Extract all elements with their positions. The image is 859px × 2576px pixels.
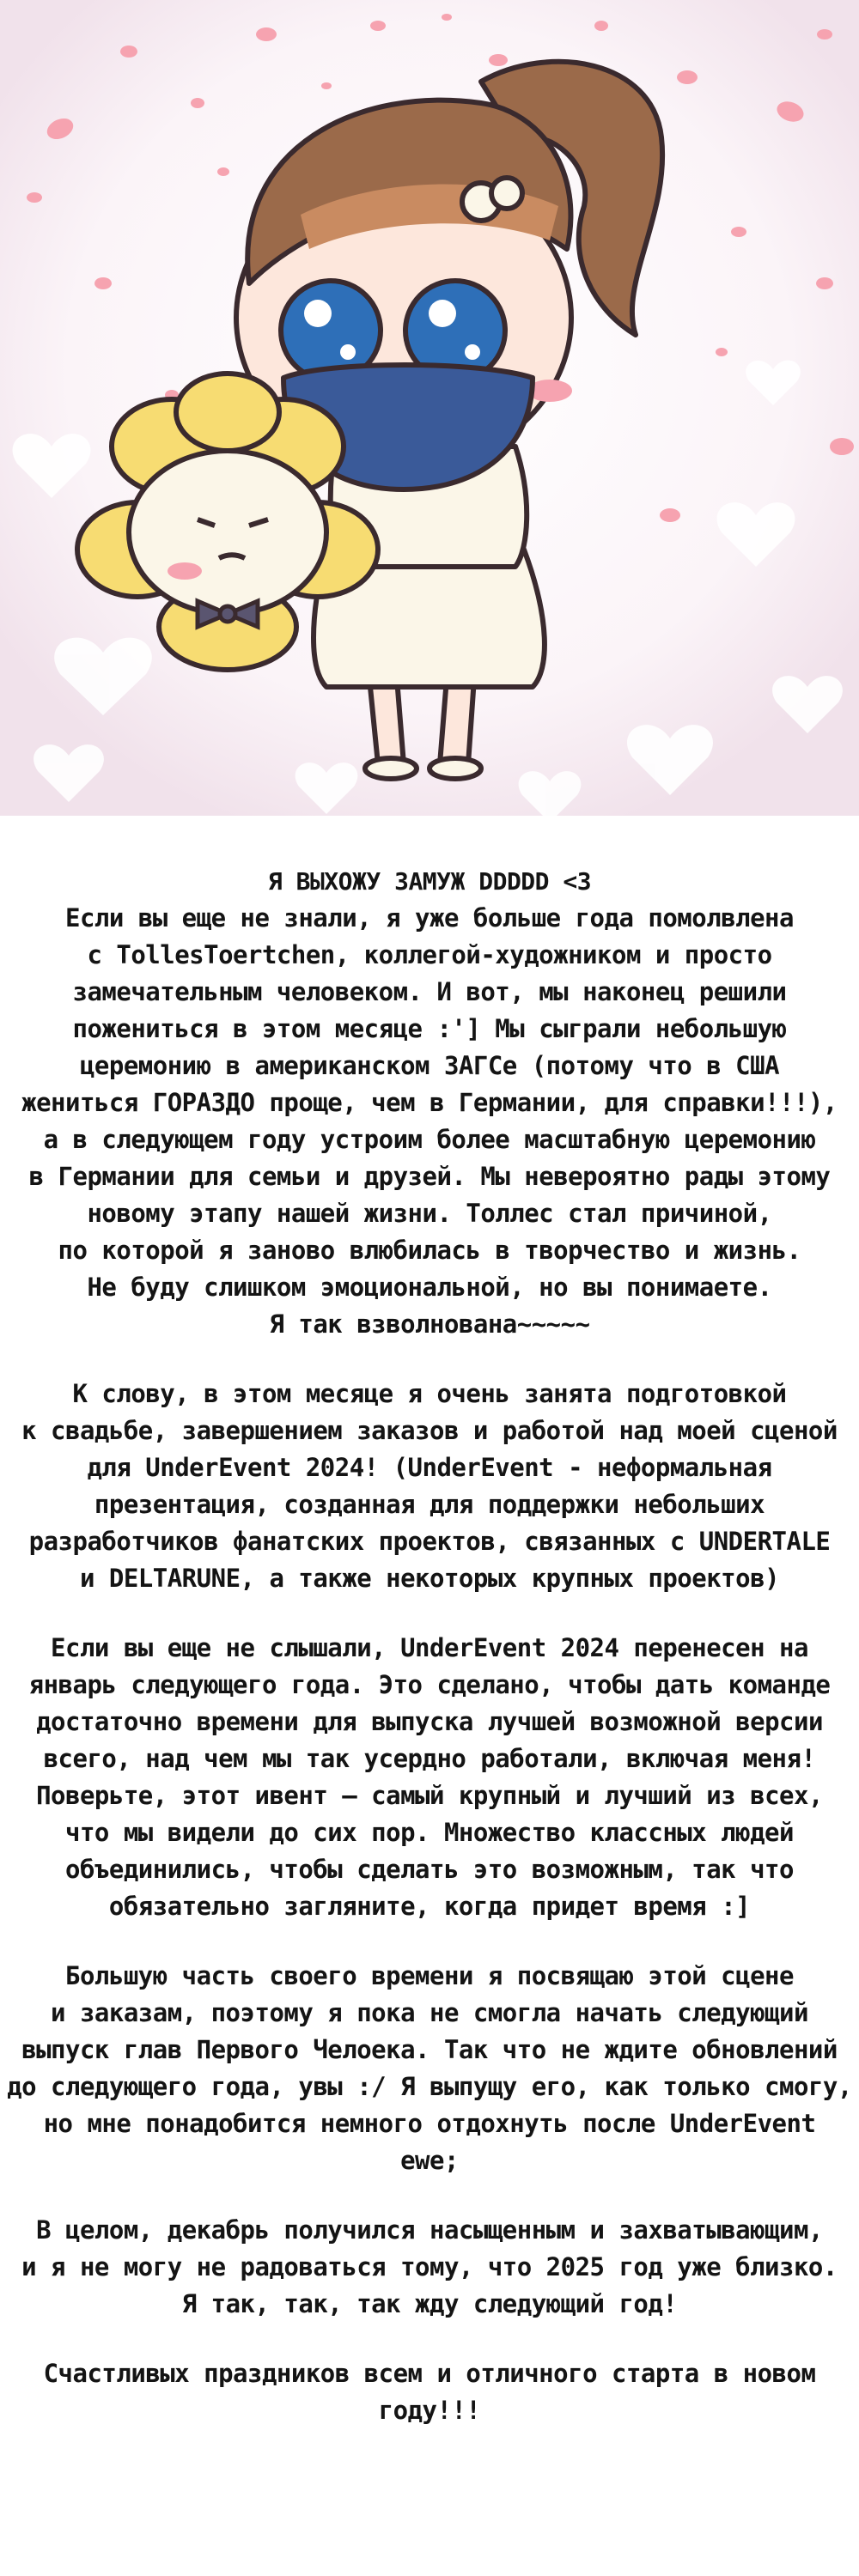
text-line: до следующего года, увы :/ Я выпущу его, как только смогу,: [7, 2072, 852, 2101]
text-line: новому этапу нашей жизни. Толлес стал причиной,: [87, 1199, 772, 1228]
text-line: но мне понадобится немного отдохнуть после UnderEvent: [43, 2109, 816, 2138]
text-line: в Германии для семьи и друзей. Мы невероятно рады этому: [28, 1162, 831, 1191]
text-line: презентация, созданная для поддержки небольших: [94, 1490, 765, 1519]
text-line: достаточно времени для выпуска лучшей возможной версии: [36, 1707, 823, 1736]
text-line: разработчиков фанатских проектов, связанных с UNDERTALE: [28, 1527, 831, 1556]
text-line: всего, над чем мы так усердно работали, включая меня!: [43, 1744, 816, 1773]
post-body: [0, 863, 859, 2462]
text-line: ewe;: [400, 2146, 459, 2175]
text-line: выпуск глав Первого Челоека. Так что не ждите обновлений: [21, 2035, 838, 2064]
text-line: Счастливых праздников всем и отличного старта в новом: [43, 2359, 816, 2388]
text-line: году!!!: [378, 2396, 481, 2425]
updates-paragraph: [4, 1958, 855, 2179]
text-line: по которой я заново влюбилась в творчество и жизнь.: [58, 1236, 801, 1265]
text-line: Если вы еще не слышали, UnderEvent 2024 перенесен на: [51, 1633, 808, 1662]
text-line: для UnderEvent 2024! (UnderEvent - неформальная: [87, 1453, 772, 1482]
bow-tie-icon: [198, 601, 258, 627]
text-line: Я так взволнована~~~~~: [269, 1309, 590, 1339]
holidays-paragraph: [4, 2355, 855, 2429]
text-line: январь следующего года. Это сделано, чтобы дать команде: [28, 1670, 831, 1699]
postponed-paragraph: [4, 1630, 855, 1925]
text-line: с TollesToertchen, коллегой-художником и просто: [87, 940, 772, 969]
text-line: Не буду слишком эмоциональной, но вы понимаете.: [87, 1273, 772, 1302]
text-line: и я не могу не радоваться тому, что 2025 год уже близко.: [21, 2252, 838, 2281]
text-line: замечательным человеком. И вот, мы наконец решили: [72, 977, 787, 1006]
text-line: а в следующем году устроим более масштабную церемонию: [43, 1125, 816, 1154]
text-line: что мы видели до сих пор. Множество классных людей: [65, 1818, 794, 1847]
illustration-canvas: [0, 0, 859, 816]
text-line: церемонию в американском ЗАГСе (потому что в США: [79, 1051, 780, 1080]
text-line: и заказам, поэтому я пока не смогла начать следующий: [51, 1998, 808, 2027]
text-line: и DELTARUNE, а также некоторых крупных проектов): [79, 1564, 780, 1593]
text-line: Поверьте, этот ивент — самый крупный и лучший из всех,: [36, 1781, 823, 1810]
text-line: Большую часть своего времени я посвящаю этой сцене: [65, 1961, 794, 1990]
post-title: Я ВЫХОЖУ ЗАМУЖ DDDDD <3: [267, 867, 592, 896]
text-line: К слову, в этом месяце я очень занята подготовкой: [72, 1379, 787, 1408]
text-line: В целом, декабрь получился насыщенным и захватывающим,: [36, 2215, 823, 2245]
text-line: пожениться в этом месяце :'] Мы сыграли небольшую: [72, 1014, 787, 1043]
text-line: объединились, чтобы сделать это возможным, так что: [65, 1855, 794, 1884]
december-paragraph: [4, 2212, 855, 2323]
text-line: обязательно загляните, когда придет время :]: [108, 1892, 751, 1921]
text-line: к свадьбе, завершением заказов и работой над моей сценой: [21, 1416, 838, 1445]
text-line: Я так, так, так жду следующий год!: [181, 2289, 678, 2318]
announcement-paragraph: [4, 863, 855, 1343]
wedding-illustration: [0, 0, 859, 816]
text-line: Если вы еще не знали, я уже больше года помолвлена: [65, 903, 794, 933]
underevent-paragraph: [4, 1376, 855, 1597]
text-line: жениться ГОРАЗДО проще, чем в Германии, для справки!!!),: [21, 1088, 838, 1117]
